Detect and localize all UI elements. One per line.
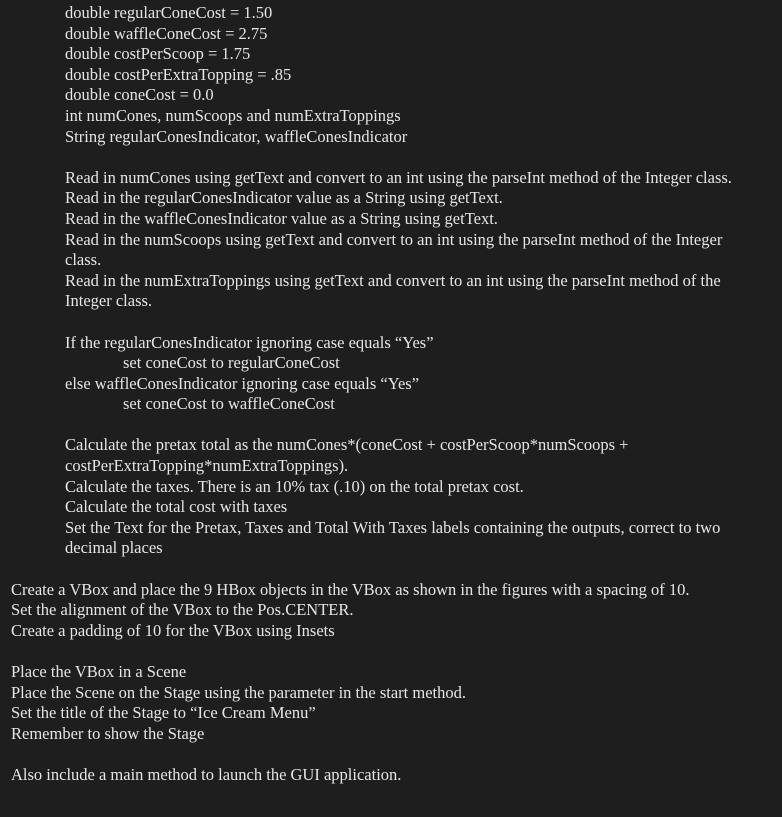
conditional-block bbox=[0, 333, 782, 415]
declaration-line: String regularConesIndicator, waffleConesIndicator bbox=[65, 126, 408, 146]
vbox-step: Create a VBox and place the 9 HBox objects in the VBox as shown in the figures with a spacing of 10. bbox=[11, 579, 690, 599]
read-step: Read in numCones using getText and convert to an int using the parseInt method of the Integer class. bbox=[65, 167, 732, 187]
if-line: If the regularConesIndicator ignoring case equals “Yes” bbox=[65, 332, 434, 352]
scene-steps-block bbox=[0, 662, 782, 744]
calc-step: Calculate the pretax total as the numCones*(coneCost + costPerScoop*numScoops + costPerExtraTopping*numExtraToppings). bbox=[65, 435, 629, 476]
declaration-line: int numCones, numScoops and numExtraToppings bbox=[65, 105, 401, 125]
declaration-line: double waffleConeCost = 2.75 bbox=[65, 23, 268, 43]
read-step: Read in the regularConesIndicator value as a String using getText. bbox=[65, 188, 503, 208]
final-step: Also include a main method to launch the GUI application. bbox=[11, 764, 402, 784]
instructions-document bbox=[0, 3, 782, 786]
calc-step: Calculate the total cost with taxes bbox=[65, 497, 288, 517]
vbox-step: Set the alignment of the VBox to the Pos.CENTER. bbox=[11, 600, 354, 620]
scene-step: Remember to show the Stage bbox=[11, 723, 205, 743]
scene-step: Place the Scene on the Stage using the parameter in the start method. bbox=[11, 682, 466, 702]
declaration-line: double costPerExtraTopping = .85 bbox=[65, 64, 292, 84]
spacer bbox=[0, 559, 782, 580]
else-action: set coneCost to waffleConeCost bbox=[123, 394, 335, 414]
calc-steps-block bbox=[0, 435, 782, 559]
declaration-line: double costPerScoop = 1.75 bbox=[65, 44, 251, 64]
vbox-steps-block bbox=[0, 580, 782, 642]
read-step: Read in the waffleConesIndicator value as a String using getText. bbox=[65, 208, 498, 228]
calc-step: Calculate the taxes. There is an 10% tax (.10) on the total pretax cost. bbox=[65, 476, 524, 496]
spacer bbox=[0, 641, 782, 662]
declarations-block bbox=[0, 3, 782, 147]
read-steps-block bbox=[0, 168, 782, 312]
vbox-step: Create a padding of 10 for the VBox using Insets bbox=[11, 620, 335, 640]
calc-step: Set the Text for the Pretax, Taxes and Total With Taxes labels containing the outputs, correct to two decimal places bbox=[65, 517, 721, 558]
spacer bbox=[0, 147, 782, 168]
scene-step: Set the title of the Stage to “Ice Cream Menu” bbox=[11, 703, 316, 723]
declaration-line: double regularConeCost = 1.50 bbox=[65, 3, 273, 22]
spacer bbox=[0, 744, 782, 765]
declaration-line: double coneCost = 0.0 bbox=[65, 85, 214, 105]
scene-step: Place the VBox in a Scene bbox=[11, 662, 187, 681]
read-step: Read in the numExtraToppings using getText and convert to an int using the parseInt method of the Integer class. bbox=[65, 270, 721, 311]
else-line: else waffleConesIndicator ignoring case equals “Yes” bbox=[65, 373, 420, 393]
spacer bbox=[0, 415, 782, 436]
read-step: Read in the numScoops using getText and convert to an int using the parseInt method of the Integer class. bbox=[65, 229, 723, 270]
spacer bbox=[0, 312, 782, 333]
if-action: set coneCost to regularConeCost bbox=[123, 353, 340, 373]
